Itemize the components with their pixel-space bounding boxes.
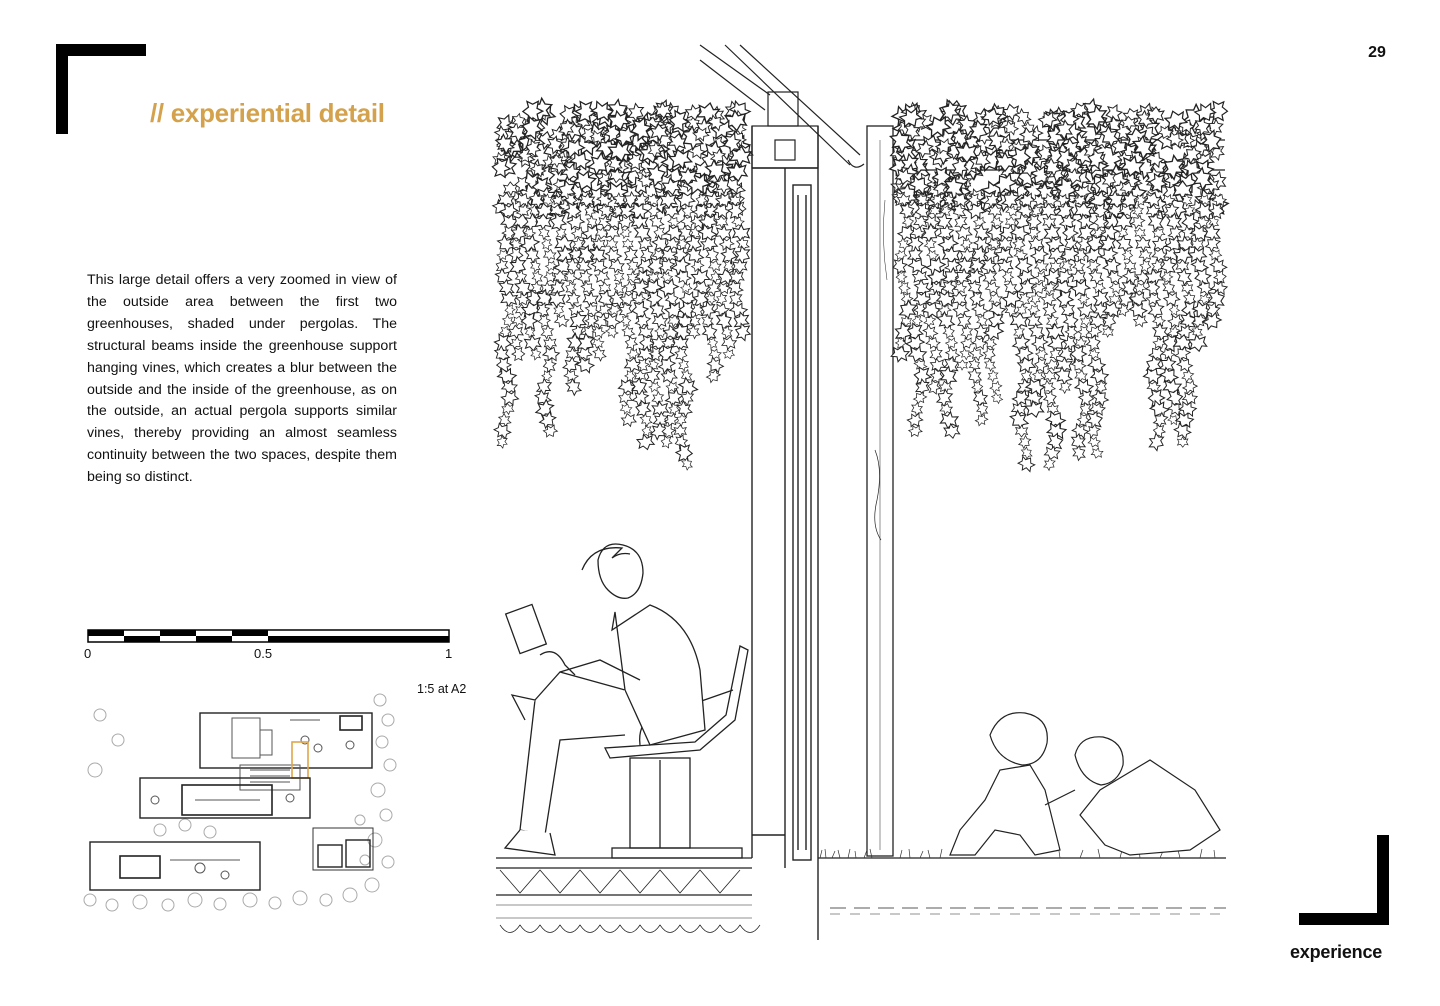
roof-gutter — [700, 45, 864, 168]
scale-label-1: 1 — [445, 646, 453, 661]
scale-label-half: 0.5 — [254, 646, 273, 661]
seated-reader — [505, 544, 705, 855]
children-playing — [950, 713, 1220, 855]
corner-bracket-top-left-horizontal — [56, 44, 146, 56]
description-paragraph: This large detail offers a very zoomed in view of the outside area between the first two greenhouses, shaded under pergolas. The structural beams inside the greenhouse support hanging vines, which creates a blur between the outside and the inside of the greenhouse, as on the outside, an actual pergola supports similar vines, thereby providing an almost seamless continuity between the two spaces, despite them being so distinct. — [87, 272, 397, 486]
hanging-vines-right — [887, 97, 1232, 474]
ground-section — [496, 858, 1226, 933]
section-title: // experiential detail — [150, 98, 385, 128]
page-number: 29 — [1368, 44, 1386, 61]
grass — [820, 849, 1215, 858]
scale-ratio: 1:5 at A2 — [417, 682, 467, 696]
corner-bracket-bottom-right-horizontal — [1299, 913, 1389, 925]
footer-section-label: experience — [1290, 942, 1383, 962]
greenhouse-frame — [752, 126, 818, 940]
hanging-vines-left — [491, 96, 754, 471]
corner-bracket-bottom-right-vertical — [1377, 835, 1389, 925]
bench — [605, 646, 748, 858]
scale-label-0: 0 — [84, 646, 92, 661]
pergola-post — [867, 126, 1225, 856]
corner-bracket-top-left-vertical — [56, 44, 68, 134]
